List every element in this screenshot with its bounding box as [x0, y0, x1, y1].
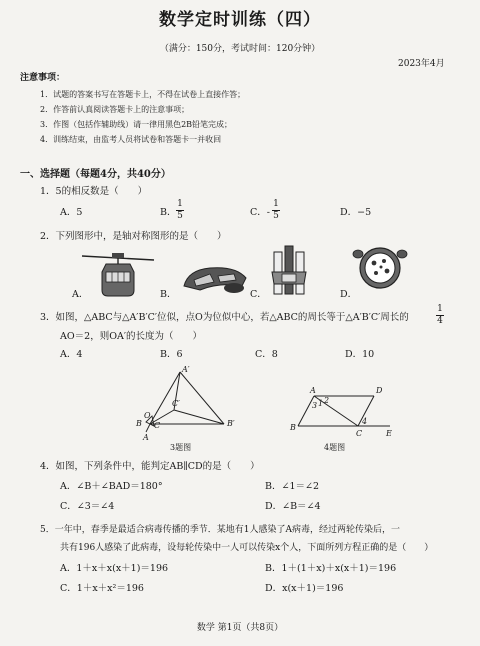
label-b-prime: B′ [227, 419, 235, 428]
q3-stem-line2: AO＝2，则OA′的长度为（ ） [60, 331, 202, 342]
notice-item-3: 3．作图（包括作辅助线）请一律用黑色2B铅笔完成； [40, 120, 233, 129]
fraction-denominator: 5 [273, 211, 279, 221]
page-footer: 数学 第1页（共8页） [196, 623, 284, 633]
q2-option-a: A． [72, 289, 89, 300]
q1-option-a: A．5 [60, 207, 83, 218]
q1-option-b-fraction [176, 200, 184, 221]
exam-date: 2023年4月 [398, 59, 445, 69]
q3-option-a: A．4 [60, 349, 83, 360]
label-d: D [376, 386, 383, 395]
q3-option-b: B．6 [160, 349, 183, 360]
angle-3-label: 3 [312, 401, 318, 410]
figure-3-homothety [128, 366, 238, 454]
q3-stem-line1: 3．如图，△ABC与△A′B′C′位似，点O为位似中心，若△ABC的周长等于△A′B′C′周长的 [40, 312, 409, 323]
label-a: A [143, 433, 149, 442]
q2-stem: 2．下列图形中，是轴对称图形的是（ ） [40, 231, 227, 242]
label-e: E [386, 429, 392, 438]
angle-1-label: 1 [318, 399, 324, 408]
q5-stem-line1: 5．一年中，春季是最适合病毒传播的季节．某地有1人感染了A病毒，经过两轮传染后，一 [40, 525, 400, 535]
label-c: C [356, 429, 363, 438]
angle-2-label: 2 [324, 396, 330, 405]
page-title: 数学定时训练（四） [159, 10, 321, 30]
q4-stem: 4．如图，下列条件中，能判定AB∥CD的是（ ） [40, 461, 260, 472]
q1-option-d: D．−5 [340, 207, 372, 218]
q1-option-c-prefix: C．- [250, 207, 270, 218]
q1-option-b-prefix: B． [160, 207, 177, 218]
label-b: B [136, 419, 142, 428]
q3-option-c: C．8 [255, 349, 278, 360]
fraction-numerator: 1 [177, 199, 183, 209]
notice-item-1: 1．试题的答案书写在答题卡上，不得在试卷上直接作答； [40, 90, 246, 99]
fraction-denominator: 4 [437, 316, 443, 326]
q1-option-c-fraction [272, 200, 280, 221]
helmet-figure [180, 262, 250, 296]
q5-option-c: C．1＋x＋x²＝196 [60, 583, 144, 594]
cable-car-figure [82, 250, 154, 298]
tower-figure [268, 244, 310, 296]
q4-option-a: A．∠B＋∠BAD＝180° [60, 481, 163, 492]
label-o: O [144, 411, 151, 420]
label-b: B [290, 423, 296, 432]
angle-4-label: 4 [362, 417, 368, 426]
q5-option-d: D．x(x＋1)＝196 [265, 583, 344, 594]
q3-fraction [436, 305, 444, 326]
figure-4-caption: 4题图 [324, 443, 346, 452]
section-title-choice: 一、选择题（每题4分，共40分） [20, 169, 171, 180]
q4-option-d: D．∠B＝∠4 [265, 501, 321, 512]
notice-item-4: 4．训练结束，由监考人员将试卷和答题卡一并收回 [40, 135, 222, 144]
q2-option-c: C． [250, 289, 267, 300]
fraction-numerator: 1 [273, 199, 279, 209]
label-c-prime: C′ [172, 399, 180, 408]
q1-stem: 1．5的相反数是（ ） [40, 186, 148, 197]
label-a: A [310, 386, 316, 395]
notice-item-2: 2．作答前认真阅读答题卡上的注意事项； [40, 105, 190, 114]
q5-option-b: B．1＋(1＋x)＋x(x＋1)＝196 [265, 563, 397, 574]
q2-option-d: D． [340, 289, 358, 300]
label-a-prime: A′ [182, 365, 190, 374]
exam-info: （满分：150分，考试时间：120分钟） [159, 44, 321, 54]
pot-figure [352, 242, 408, 292]
notice-title: 注意事项： [20, 73, 66, 83]
figure-3-caption: 3题图 [170, 443, 192, 452]
fraction-numerator: 1 [437, 304, 443, 314]
fraction-denominator: 5 [177, 211, 183, 221]
figure-4-parallelogram [286, 384, 396, 454]
label-c: C [154, 421, 161, 430]
q2-option-b: B． [160, 289, 177, 300]
q4-option-b: B．∠1＝∠2 [265, 481, 319, 492]
q5-stem-line2: 共有196人感染了此病毒，设每轮传染中一人可以传染x个人，下面所列方程正确的是（ ） [60, 543, 434, 553]
q5-option-a: A．1＋x＋x(x＋1)＝196 [60, 563, 169, 574]
q3-option-d: D．10 [345, 349, 375, 360]
q4-option-c: C．∠3＝∠4 [60, 501, 115, 512]
